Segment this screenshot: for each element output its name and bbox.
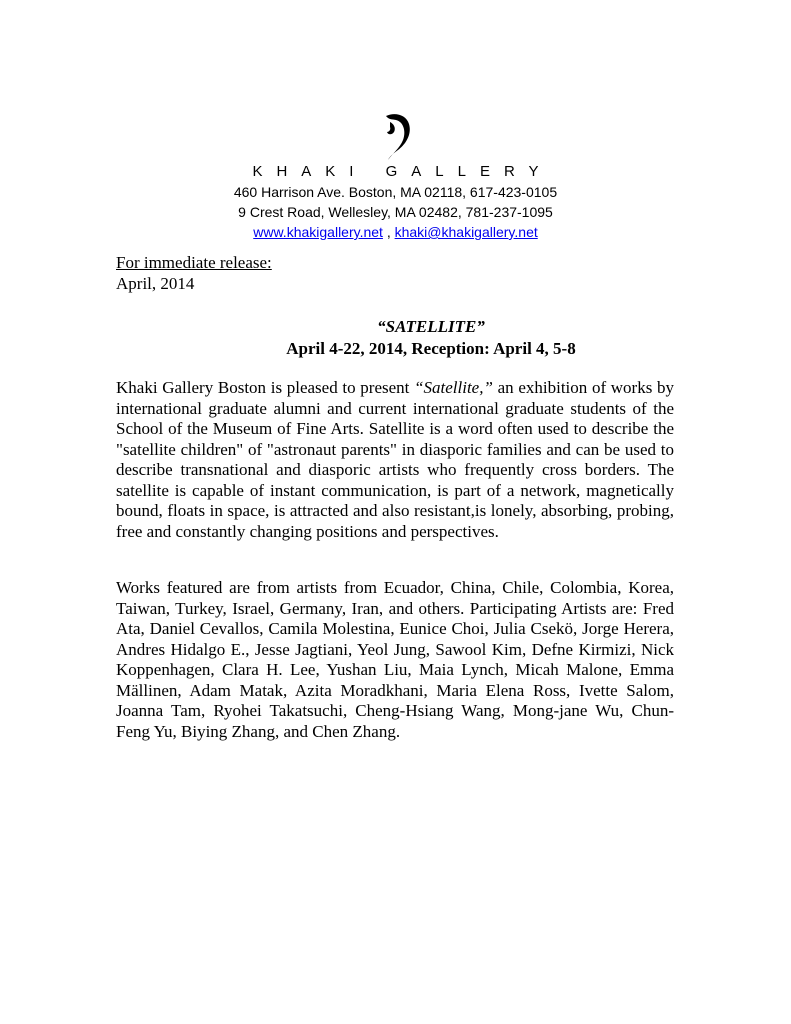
link-separator: , xyxy=(382,224,395,240)
address-boston: 460 Harrison Ave. Boston, MA 02118, 617-423-0105 xyxy=(233,184,558,200)
contact-links xyxy=(0,222,791,242)
gallery-name: KHAKI GALLERY xyxy=(252,163,553,180)
paragraph-intro xyxy=(116,378,674,542)
intro-italic-title: “Satellite,” xyxy=(414,378,493,397)
address-wellesley: 9 Crest Road, Wellesley, MA 02482, 781-237-1095 xyxy=(238,204,553,220)
release-date: April, 2014 xyxy=(116,273,195,293)
intro-text-rest: an exhibition of works by international graduate alumni and current international graduate students of the School of the Museum of Fine Arts. Satellite is a word often used to describe the "satellite children" of "astronaut parents" in diasporic families and can be used to describe transnational and diasporic artists who frequently cross borders. The satellite is capable of instant communication, is part of a network, magnetically bound, floats in space, is attracted and also resistant,is lonely, absorbing, probing, free and constantly changing positions and perspectives. xyxy=(116,378,675,541)
website-link[interactable]: www.khakigallery.net xyxy=(253,224,383,240)
email-link[interactable]: khaki@khakigallery.net xyxy=(394,224,538,240)
release-label: For immediate release: xyxy=(116,253,272,272)
letterhead xyxy=(0,110,791,242)
paragraph-artists: Works featured are from artists from Ecuador, China, Chile, Colombia, Korea, Taiwan, Turkey, Israel, Germany, Iran, and others. Participating Artists are: Fred Ata, Daniel Cevallos, Camila Molestina, Eunice Choi, Julia Csekö, Jorge Herera, Andres Hidalgo E., Jesse Jagtiani, Yeol Jung, Sawool Kim, Defne Kirmizi, Nick Koppenhagen, Clara H. Lee, Yushan Liu, Maia Lynch, Micah Malone, Emma Mällinen, Adam Matak, Azita Moradkhani, Maria Elena Ross, Ivette Salom, Joanna Tam, Ryohei Takatsuchi, Cheng-Hsiang Wang, Mong-jane Wu, Chun-Feng Yu, Biying Zhang, and Chen Zhang. xyxy=(116,578,674,741)
exhibition-dates: April 4-22, 2014, Reception: April 4, 5-8 xyxy=(286,339,576,358)
brush-stroke-logo-icon xyxy=(376,110,416,162)
exhibition-title: “SATELLITE” xyxy=(377,317,485,336)
exhibition-header xyxy=(116,316,746,360)
intro-text-start: Khaki Gallery Boston is pleased to present xyxy=(116,378,415,397)
release-info xyxy=(116,253,674,294)
